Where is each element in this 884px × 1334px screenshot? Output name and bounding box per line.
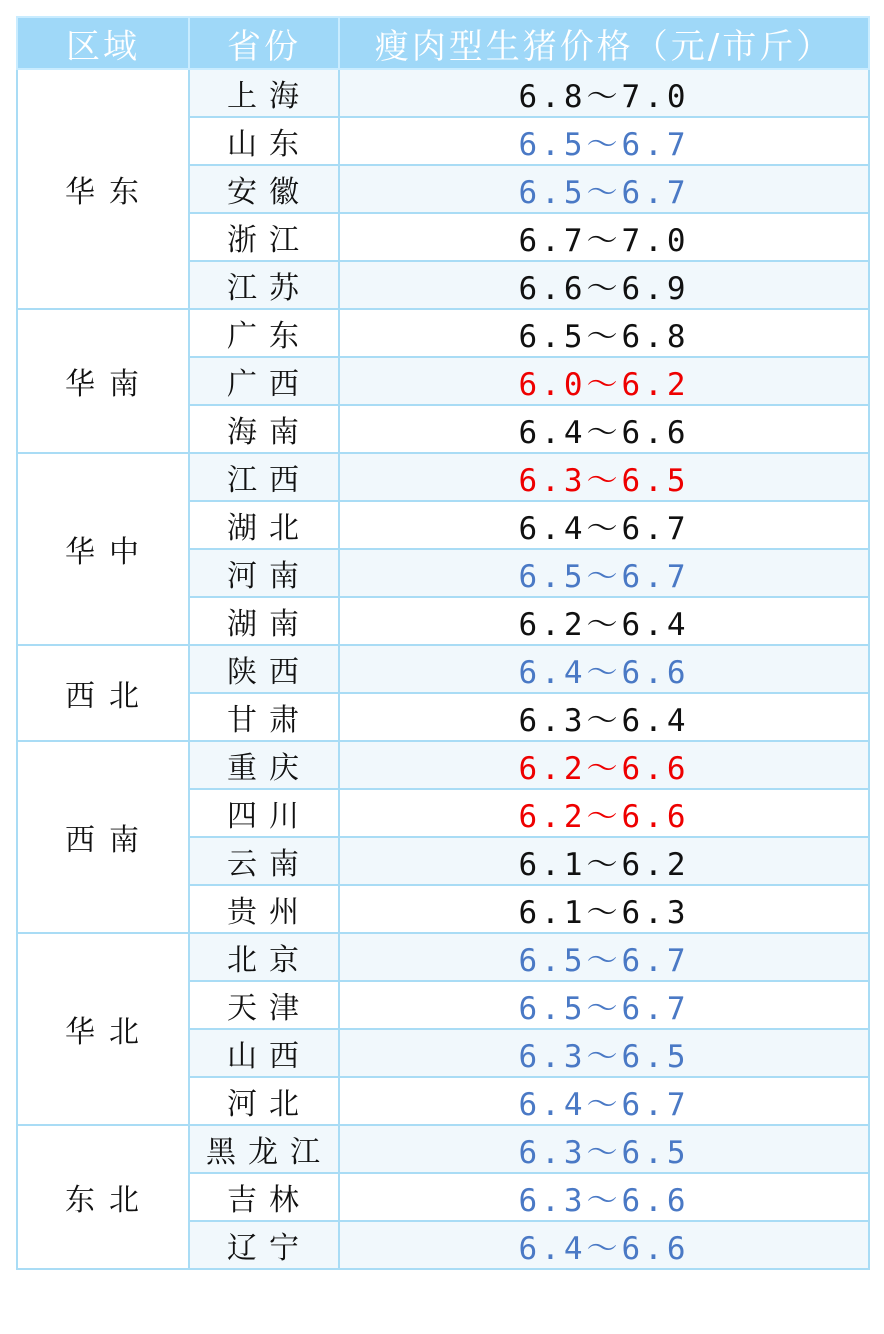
price-cell: 6.2～6.4 (339, 597, 869, 645)
price-cell: 6.5～6.7 (339, 165, 869, 213)
price-cell: 6.3～6.6 (339, 1173, 869, 1221)
price-cell: 6.5～6.7 (339, 549, 869, 597)
price-cell: 6.4～6.7 (339, 501, 869, 549)
price-cell: 6.2～6.6 (339, 789, 869, 837)
province-cell: 山东 (189, 117, 339, 165)
province-cell: 重庆 (189, 741, 339, 789)
region-cell: 西南 (17, 741, 189, 933)
pig-price-table (16, 16, 870, 1270)
province-cell: 浙江 (189, 213, 339, 261)
price-cell: 6.3～6.5 (339, 1125, 869, 1173)
price-cell: 6.3～6.4 (339, 693, 869, 741)
province-cell: 江苏 (189, 261, 339, 309)
province-cell: 广西 (189, 357, 339, 405)
province-cell: 河北 (189, 1077, 339, 1125)
price-cell: 6.4～6.7 (339, 1077, 869, 1125)
table-body (17, 69, 869, 1269)
province-cell: 四川 (189, 789, 339, 837)
price-cell: 6.3～6.5 (339, 453, 869, 501)
price-table-container (16, 16, 868, 1270)
region-cell: 华东 (17, 69, 189, 309)
price-cell: 6.5～6.7 (339, 117, 869, 165)
header-region: 区域 (17, 17, 189, 69)
province-cell: 甘肃 (189, 693, 339, 741)
province-cell: 贵州 (189, 885, 339, 933)
price-cell: 6.5～6.7 (339, 933, 869, 981)
price-cell: 6.0～6.2 (339, 357, 869, 405)
price-cell: 6.1～6.3 (339, 885, 869, 933)
province-cell: 海南 (189, 405, 339, 453)
province-cell: 山西 (189, 1029, 339, 1077)
province-cell: 安徽 (189, 165, 339, 213)
price-cell: 6.5～6.7 (339, 981, 869, 1029)
province-cell: 天津 (189, 981, 339, 1029)
region-cell: 华南 (17, 309, 189, 453)
province-cell: 广东 (189, 309, 339, 357)
header-province: 省份 (189, 17, 339, 69)
table-row (17, 69, 869, 117)
table-row (17, 453, 869, 501)
province-cell: 河南 (189, 549, 339, 597)
header-row (17, 17, 869, 69)
table-row (17, 1125, 869, 1173)
province-cell: 江西 (189, 453, 339, 501)
price-cell: 6.5～6.8 (339, 309, 869, 357)
table-row (17, 933, 869, 981)
price-cell: 6.7～7.0 (339, 213, 869, 261)
price-cell: 6.4～6.6 (339, 645, 869, 693)
province-cell: 辽宁 (189, 1221, 339, 1269)
region-cell: 华北 (17, 933, 189, 1125)
province-cell: 北京 (189, 933, 339, 981)
region-cell: 东北 (17, 1125, 189, 1269)
price-cell: 6.4～6.6 (339, 1221, 869, 1269)
province-cell: 吉林 (189, 1173, 339, 1221)
province-cell: 黑龙江 (189, 1125, 339, 1173)
price-cell: 6.1～6.2 (339, 837, 869, 885)
table-row (17, 741, 869, 789)
province-cell: 云南 (189, 837, 339, 885)
price-cell: 6.8～7.0 (339, 69, 869, 117)
province-cell: 陕西 (189, 645, 339, 693)
price-cell: 6.4～6.6 (339, 405, 869, 453)
table-row (17, 645, 869, 693)
region-cell: 西北 (17, 645, 189, 741)
price-cell: 6.3～6.5 (339, 1029, 869, 1077)
table-row (17, 309, 869, 357)
price-cell: 6.2～6.6 (339, 741, 869, 789)
header-price: 瘦肉型生猪价格（元/市斤） (339, 17, 869, 69)
province-cell: 上海 (189, 69, 339, 117)
province-cell: 湖北 (189, 501, 339, 549)
region-cell: 华中 (17, 453, 189, 645)
price-cell: 6.6～6.9 (339, 261, 869, 309)
province-cell: 湖南 (189, 597, 339, 645)
